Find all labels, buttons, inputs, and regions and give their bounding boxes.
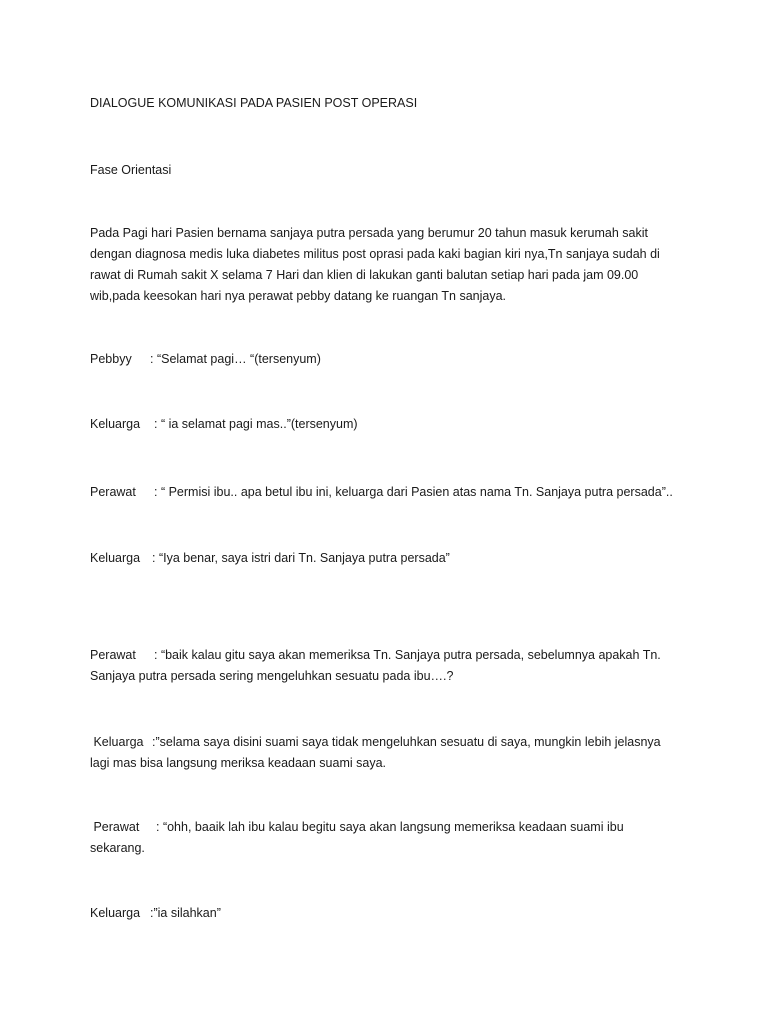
- dialogue-text: : “ohh, baaik lah ibu kalau begitu saya akan langsung memeriksa keadaan suami ibu: [156, 820, 624, 834]
- speaker-name: Keluarga: [90, 906, 141, 920]
- dialogue-line: [90, 414, 690, 435]
- dialogue-text: :”ia silahkan”: [150, 906, 221, 920]
- speaker-name: Pebbyy: [90, 352, 132, 366]
- intro-line: rawat di Rumah sakit X selama 7 Hari dan klien di lakukan ganti balutan setiap hari pada jam 09.00: [90, 268, 639, 282]
- speaker-name: Keluarga: [90, 417, 141, 431]
- dialogue-text: : “ ia selamat pagi mas..”(tersenyum): [154, 417, 358, 431]
- dialogue-line: [90, 482, 730, 503]
- phase-heading: Fase Orientasi: [90, 163, 172, 177]
- speaker-name: Keluarga: [90, 735, 144, 749]
- dialogue-line: [90, 645, 690, 687]
- dialogue-continuation: sekarang.: [90, 841, 145, 855]
- intro-line: Pada Pagi hari Pasien bernama sanjaya putra persada yang berumur 20 tahun masuk kerumah sakit: [90, 226, 648, 240]
- dialogue-text: : “baik kalau gitu saya akan memeriksa Tn. Sanjaya putra persada, sebelumnya apakah Tn.: [154, 648, 661, 662]
- intro-line: dengan diagnosa medis luka diabetes militus post oprasi pada kaki bagian kiri nya,Tn sanjaya sudah di: [90, 247, 660, 261]
- dialogue-text: :”selama saya disini suami saya tidak mengeluhkan sesuatu di saya, mungkin lebih jelasnya: [152, 735, 661, 749]
- speaker-name: Perawat: [90, 485, 136, 499]
- dialogue-line: [90, 732, 690, 774]
- dialogue-line: [90, 903, 690, 924]
- dialogue-line: [90, 548, 690, 569]
- dialogue-line: [90, 817, 690, 859]
- dialogue-continuation: Sanjaya putra persada sering mengeluhkan sesuatu pada ibu….?: [90, 669, 454, 683]
- dialogue-text: : “Selamat pagi… “(tersenyum): [150, 352, 321, 366]
- dialogue-continuation: lagi mas bisa langsung meriksa keadaan suami saya.: [90, 756, 386, 770]
- speaker-name: Perawat: [90, 820, 140, 834]
- intro-line: wib,pada keesokan hari nya perawat pebby datang ke ruangan Tn sanjaya.: [90, 289, 507, 303]
- dialogue-text: : “Iya benar, saya istri dari Tn. Sanjaya putra persada”: [152, 551, 450, 565]
- speaker-name: Keluarga: [90, 551, 141, 565]
- intro-paragraph: [90, 223, 675, 307]
- dialogue-text: : “ Permisi ibu.. apa betul ibu ini, keluarga dari Pasien atas nama Tn. Sanjaya putra persada”..: [154, 485, 673, 499]
- document-title: DIALOGUE KOMUNIKASI PADA PASIEN POST OPERASI: [90, 96, 418, 110]
- speaker-name: Perawat: [90, 648, 136, 662]
- dialogue-line: [90, 349, 690, 370]
